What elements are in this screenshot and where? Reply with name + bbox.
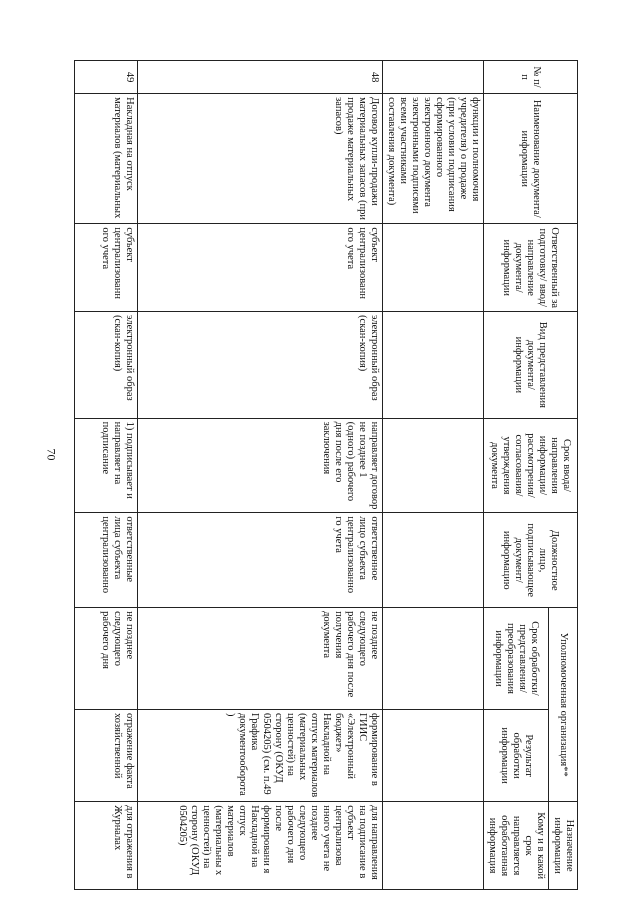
cell-num: 49 xyxy=(75,61,138,94)
cell-term xyxy=(383,418,484,513)
cell-term: 1) подписывает и направляет на подписание xyxy=(75,418,138,513)
cell-org-result: отражение факта хозяйственной xyxy=(75,709,138,801)
cell-term: направляет договор не позднее 1 (одного) рабочего дня после его заключения xyxy=(138,418,383,513)
table-row xyxy=(138,61,383,890)
header-org-group: Уполномоченная организация** xyxy=(549,608,578,802)
cell-responsible: субъект централизованн ого учета xyxy=(138,224,383,312)
header-purpose-group: Назначение информации xyxy=(549,802,578,890)
cell-official: ответственное лицо субъекта централизованно го учета xyxy=(138,513,383,608)
cell-org-result xyxy=(383,709,484,801)
cell-view: электронный образ (скан-копия) xyxy=(75,312,138,419)
header-official: Должностное лицо, подписывающее документ/ информацию xyxy=(484,513,578,608)
cell-purpose: для отражения в Журналах xyxy=(75,802,138,890)
cell-purpose xyxy=(383,802,484,890)
cell-num: 48 xyxy=(138,61,383,94)
header-org-term: Срок обработки/ представления/ преобразования информации xyxy=(484,608,549,710)
page-number: 70 xyxy=(44,448,59,461)
header-view: Вид представления документа/ информации xyxy=(484,312,578,419)
cell-name: функции и полномочия учредителя) о продаже (при условии подписания сформированного электронного документа электронными подписями всеми участниками составления документа) xyxy=(383,94,484,224)
cell-responsible: субъект централизованн ого учета xyxy=(75,224,138,312)
cell-name: Договор купли-продажи материальных запасов (при продаже материальных запасов) xyxy=(138,94,383,224)
header-term: Срок ввода/ направления информации/ рассмотрения/ согласования/ утверждения документа xyxy=(484,418,578,513)
document-flow-table xyxy=(74,60,578,890)
cell-official: ответственные лица субъекта централизованно xyxy=(75,513,138,608)
cell-responsible xyxy=(383,224,484,312)
cell-purpose: для направления на подписание в субъект централизова нного учета не позднее следующего рабочего дня после формировани я Накладной на отпуск материалов (материальны х ценностей) на сторону (ОКУД 0504205) xyxy=(138,802,383,890)
header-name: Наименование документа/информации xyxy=(484,94,578,224)
table-row xyxy=(383,61,484,890)
cell-view: электронный образ (скан-копия) xyxy=(138,312,383,419)
header-org-result: Результат обработки информации xyxy=(484,709,549,801)
document-table-rotated xyxy=(66,60,578,890)
cell-num xyxy=(383,61,484,94)
header-purpose: Кому и в какой срок направляется обработанная информация xyxy=(484,802,549,890)
cell-org-term xyxy=(383,608,484,710)
header-responsible: Ответственный за подготовку/ ввод/ направление документа/ информации xyxy=(484,224,578,312)
cell-official xyxy=(383,513,484,608)
cell-org-term: не позднее следующего рабочего дня после получения документа xyxy=(138,608,383,710)
header-num: № п/п xyxy=(484,61,578,94)
cell-name: Накладная на отпуск материалов (материальных xyxy=(75,94,138,224)
table-row xyxy=(75,61,138,890)
cell-view xyxy=(383,312,484,419)
cell-org-term: не позднее следующего рабочего дня xyxy=(75,608,138,710)
cell-org-result: формирование в ГИИС «Электронный бюджет» Накладной на отпуск материалов (материальных ценностей) на сторону (ОКУД 0504205) (см. п.49 Графика документооборота) xyxy=(138,709,383,801)
